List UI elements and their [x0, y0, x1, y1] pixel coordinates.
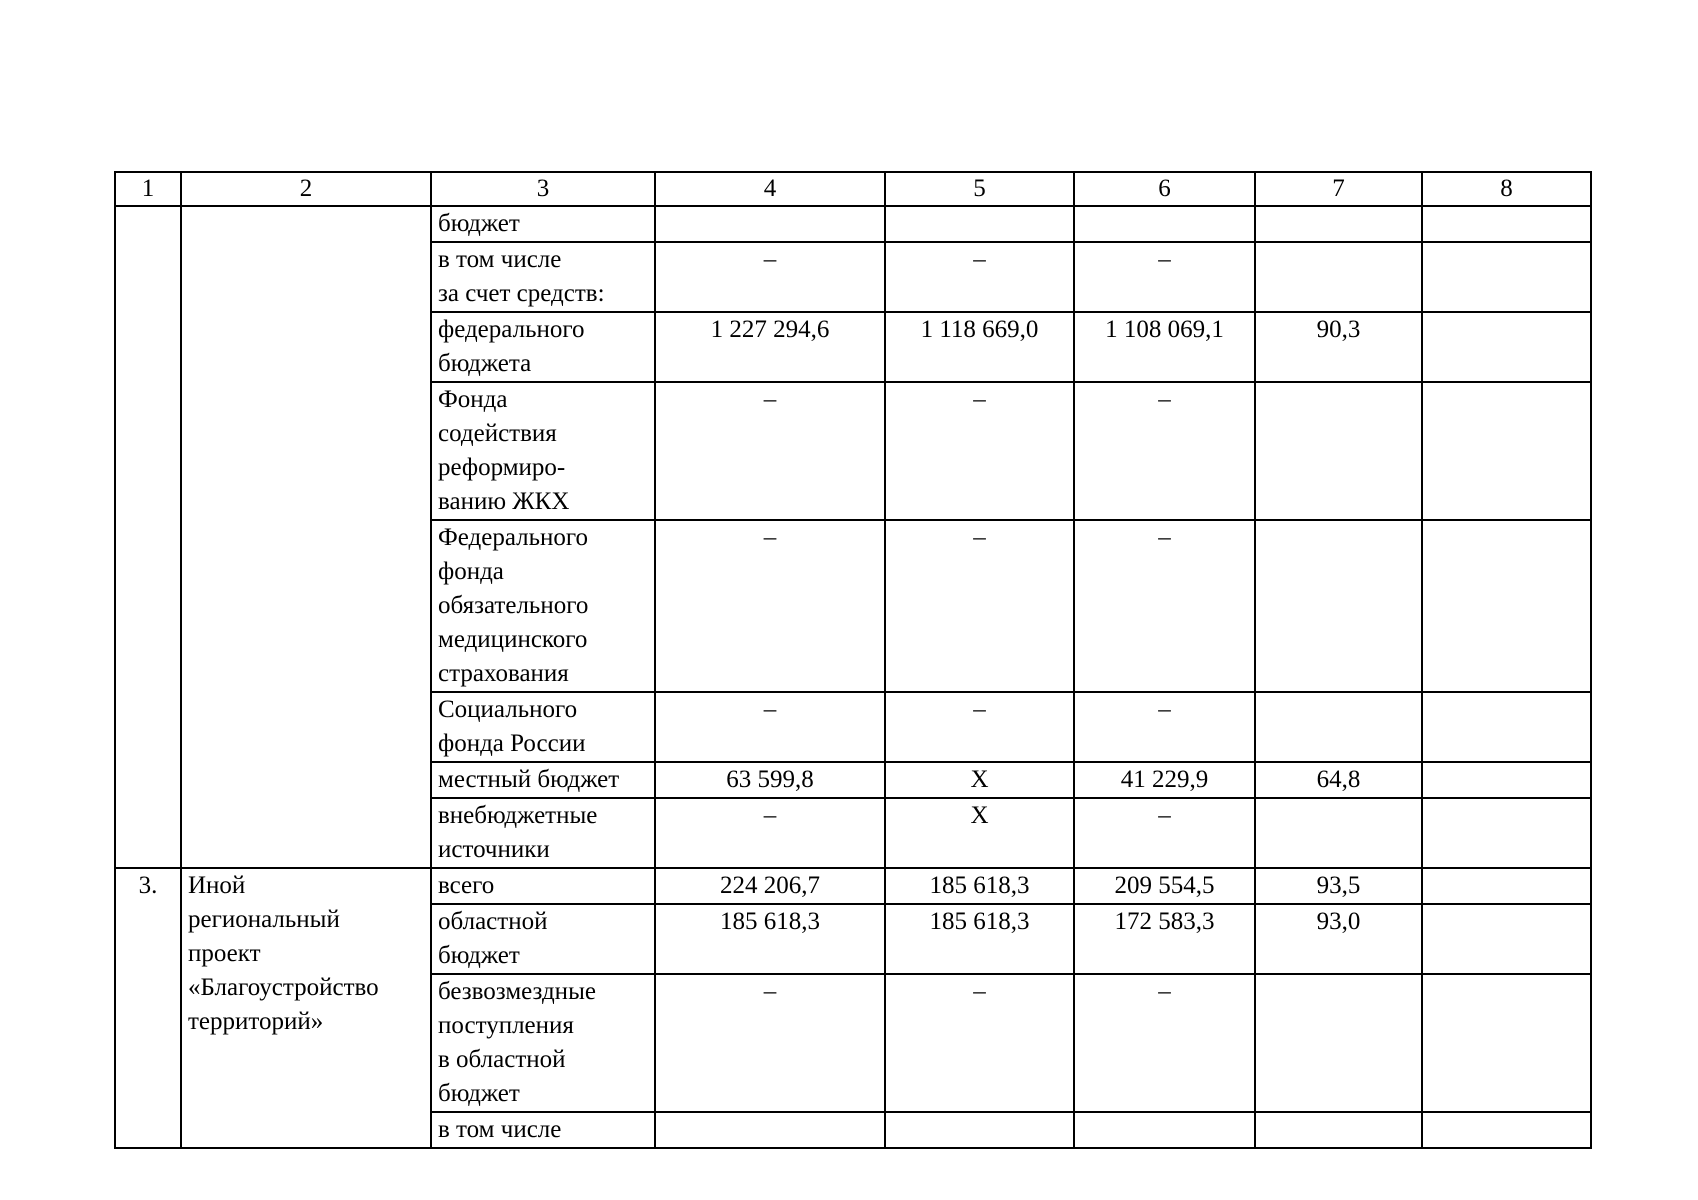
cell-c4: –	[655, 242, 885, 312]
column-number-2: 2	[181, 172, 431, 206]
column-number-7: 7	[1255, 172, 1422, 206]
cell-c4	[655, 1112, 885, 1148]
cell-c6: –	[1074, 242, 1255, 312]
cell-c4: 185 618,3	[655, 904, 885, 974]
cell-c7	[1255, 798, 1422, 868]
cell-c7	[1255, 974, 1422, 1112]
cell-c3: бюджет	[431, 206, 655, 242]
cell-c5	[885, 1112, 1074, 1148]
cell-c8	[1422, 974, 1591, 1112]
cell-c5: –	[885, 520, 1074, 692]
cell-c6	[1074, 206, 1255, 242]
cell-c3: внебюджетные источники	[431, 798, 655, 868]
cell-c5: 185 618,3	[885, 904, 1074, 974]
column-number-row	[115, 172, 1591, 206]
cell-c6: 172 583,3	[1074, 904, 1255, 974]
cell-c4: –	[655, 382, 885, 520]
cell-c7: 93,5	[1255, 868, 1422, 904]
cell-c7	[1255, 520, 1422, 692]
cell-c6: –	[1074, 520, 1255, 692]
cell-c4: –	[655, 520, 885, 692]
cell-c5	[885, 206, 1074, 242]
column-number-6: 6	[1074, 172, 1255, 206]
column-number-3: 3	[431, 172, 655, 206]
budget-table	[114, 171, 1592, 1149]
cell-c8	[1422, 798, 1591, 868]
cell-c6: –	[1074, 382, 1255, 520]
cell-c5: X	[885, 762, 1074, 798]
cell-c4: –	[655, 974, 885, 1112]
cell-c5: 185 618,3	[885, 868, 1074, 904]
cell-c8	[1422, 762, 1591, 798]
cell-c3: безвозмездные поступления в областной бюджет	[431, 974, 655, 1112]
table-row	[115, 206, 1591, 242]
cell-c3: в том числе	[431, 1112, 655, 1148]
cell-c7	[1255, 242, 1422, 312]
column-number-1: 1	[115, 172, 181, 206]
cell-c6: 209 554,5	[1074, 868, 1255, 904]
cell-c8	[1422, 692, 1591, 762]
cell-c7: 64,8	[1255, 762, 1422, 798]
project-name-cell: Иной региональный проект «Благоустройство территорий»	[181, 868, 431, 1148]
cell-c4: 63 599,8	[655, 762, 885, 798]
cell-c5: –	[885, 382, 1074, 520]
cell-c8	[1422, 312, 1591, 382]
row-number-cell: 3.	[115, 868, 181, 1148]
cell-c6: 41 229,9	[1074, 762, 1255, 798]
cell-c4: –	[655, 798, 885, 868]
cell-c6: –	[1074, 974, 1255, 1112]
cell-c4: 1 227 294,6	[655, 312, 885, 382]
cell-c6: 1 108 069,1	[1074, 312, 1255, 382]
cell-c7	[1255, 1112, 1422, 1148]
cell-c8	[1422, 206, 1591, 242]
cell-c8	[1422, 1112, 1591, 1148]
cell-c6: –	[1074, 798, 1255, 868]
cell-c5: X	[885, 798, 1074, 868]
cell-c5: –	[885, 692, 1074, 762]
column-number-5: 5	[885, 172, 1074, 206]
cell-c3: местный бюджет	[431, 762, 655, 798]
row-number-cell	[115, 206, 181, 868]
cell-c8	[1422, 242, 1591, 312]
cell-c3: в том числе за счет средств:	[431, 242, 655, 312]
cell-c8	[1422, 868, 1591, 904]
cell-c7	[1255, 382, 1422, 520]
cell-c8	[1422, 520, 1591, 692]
cell-c3: федерального бюджета	[431, 312, 655, 382]
cell-c3: всего	[431, 868, 655, 904]
cell-c4: –	[655, 692, 885, 762]
cell-c3: областной бюджет	[431, 904, 655, 974]
cell-c8	[1422, 904, 1591, 974]
table-row	[115, 868, 1591, 904]
cell-c3: Социального фонда России	[431, 692, 655, 762]
cell-c5: 1 118 669,0	[885, 312, 1074, 382]
cell-c8	[1422, 382, 1591, 520]
project-name-cell	[181, 206, 431, 868]
cell-c7: 90,3	[1255, 312, 1422, 382]
cell-c5: –	[885, 974, 1074, 1112]
table-body	[115, 172, 1591, 1148]
cell-c7	[1255, 206, 1422, 242]
column-number-8: 8	[1422, 172, 1591, 206]
cell-c4: 224 206,7	[655, 868, 885, 904]
cell-c3: Федерального фонда обязательного медицинского страхования	[431, 520, 655, 692]
column-number-4: 4	[655, 172, 885, 206]
cell-c6	[1074, 1112, 1255, 1148]
cell-c3: Фонда содействия реформиро- ванию ЖКХ	[431, 382, 655, 520]
cell-c4	[655, 206, 885, 242]
cell-c5: –	[885, 242, 1074, 312]
cell-c7	[1255, 692, 1422, 762]
cell-c6: –	[1074, 692, 1255, 762]
cell-c7: 93,0	[1255, 904, 1422, 974]
